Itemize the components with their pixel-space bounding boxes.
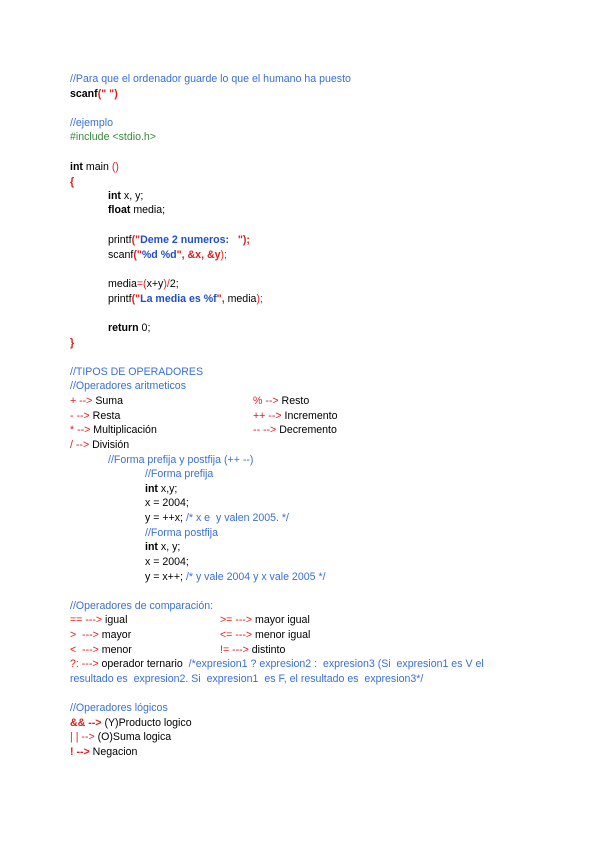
comment-line: //Operadores aritmeticos bbox=[70, 380, 186, 392]
code-line: media=(x+y)/2; bbox=[108, 278, 179, 290]
comment-line: //Para que el ordenador guarde lo que el humano ha puesto bbox=[70, 73, 351, 85]
code-line: int x, y; bbox=[108, 190, 144, 202]
comment-line: //Operadores de comparación: bbox=[70, 600, 214, 612]
code-line: printf("La media es %f", media); bbox=[108, 293, 263, 305]
code-line: return 0; bbox=[108, 322, 151, 334]
code-line: scanf("%d %d", &x, &y); bbox=[108, 249, 227, 261]
operator-row: >= ---> mayor igual bbox=[220, 614, 310, 626]
operator-row: != ---> distinto bbox=[220, 644, 286, 656]
brace-open: { bbox=[70, 176, 75, 188]
operator-row: ?: ---> operador ternario /*expresion1 ? expresion2 : expresion3 (Si expresion1 es V el bbox=[70, 658, 484, 670]
operator-row: - --> Resta bbox=[70, 410, 121, 422]
comment-line: //Operadores lógicos bbox=[70, 702, 168, 714]
section-heading: //TIPOS DE OPERADORES bbox=[70, 366, 204, 378]
code-line: scanf(" ") bbox=[70, 88, 118, 100]
operator-row: + --> Suma bbox=[70, 395, 123, 407]
operator-row: ++ --> Incremento bbox=[253, 410, 338, 422]
brace-close: } bbox=[70, 337, 75, 349]
operator-row: ! --> Negacion bbox=[70, 746, 138, 758]
comment-line: //ejemplo bbox=[70, 117, 113, 129]
code-line: printf("Deme 2 numeros: "); bbox=[108, 234, 250, 246]
code-line: y = x++; /* y vale 2004 y x vale 2005 */ bbox=[145, 571, 326, 583]
operator-row: % --> Resto bbox=[253, 395, 310, 407]
code-line: int main () bbox=[70, 161, 119, 173]
operator-row: <= ---> menor igual bbox=[220, 629, 311, 641]
code-line: int x, y; bbox=[145, 541, 181, 553]
operator-row: < ---> menor bbox=[70, 644, 132, 656]
operator-row: && --> (Y)Producto logico bbox=[70, 717, 192, 729]
operator-row: / --> División bbox=[70, 439, 130, 451]
code-line: float media; bbox=[108, 204, 166, 216]
comment-line: //Forma prefija bbox=[145, 468, 214, 480]
code-line: x = 2004; bbox=[145, 497, 189, 509]
include-line: #include <stdio.h> bbox=[70, 131, 156, 143]
operator-row: * --> Multiplicación bbox=[70, 424, 157, 436]
operator-row: -- --> Decremento bbox=[253, 424, 337, 436]
code-line: int x,y; bbox=[145, 483, 178, 495]
code-line: y = ++x; /* x e y valen 2005. */ bbox=[145, 512, 289, 524]
operator-row: == ---> igual bbox=[70, 614, 128, 626]
comment-line: //Forma postfija bbox=[145, 527, 219, 539]
comment-line: //Forma prefija y postfija (++ --) bbox=[108, 454, 254, 466]
operator-row: > ---> mayor bbox=[70, 629, 132, 641]
comment-line: resultado es expresion2. Si expresion1 es F, el resultado es expresion3*/ bbox=[70, 673, 424, 685]
code-line: x = 2004; bbox=[145, 556, 189, 568]
operator-row: | | --> (O)Suma logica bbox=[70, 731, 172, 743]
